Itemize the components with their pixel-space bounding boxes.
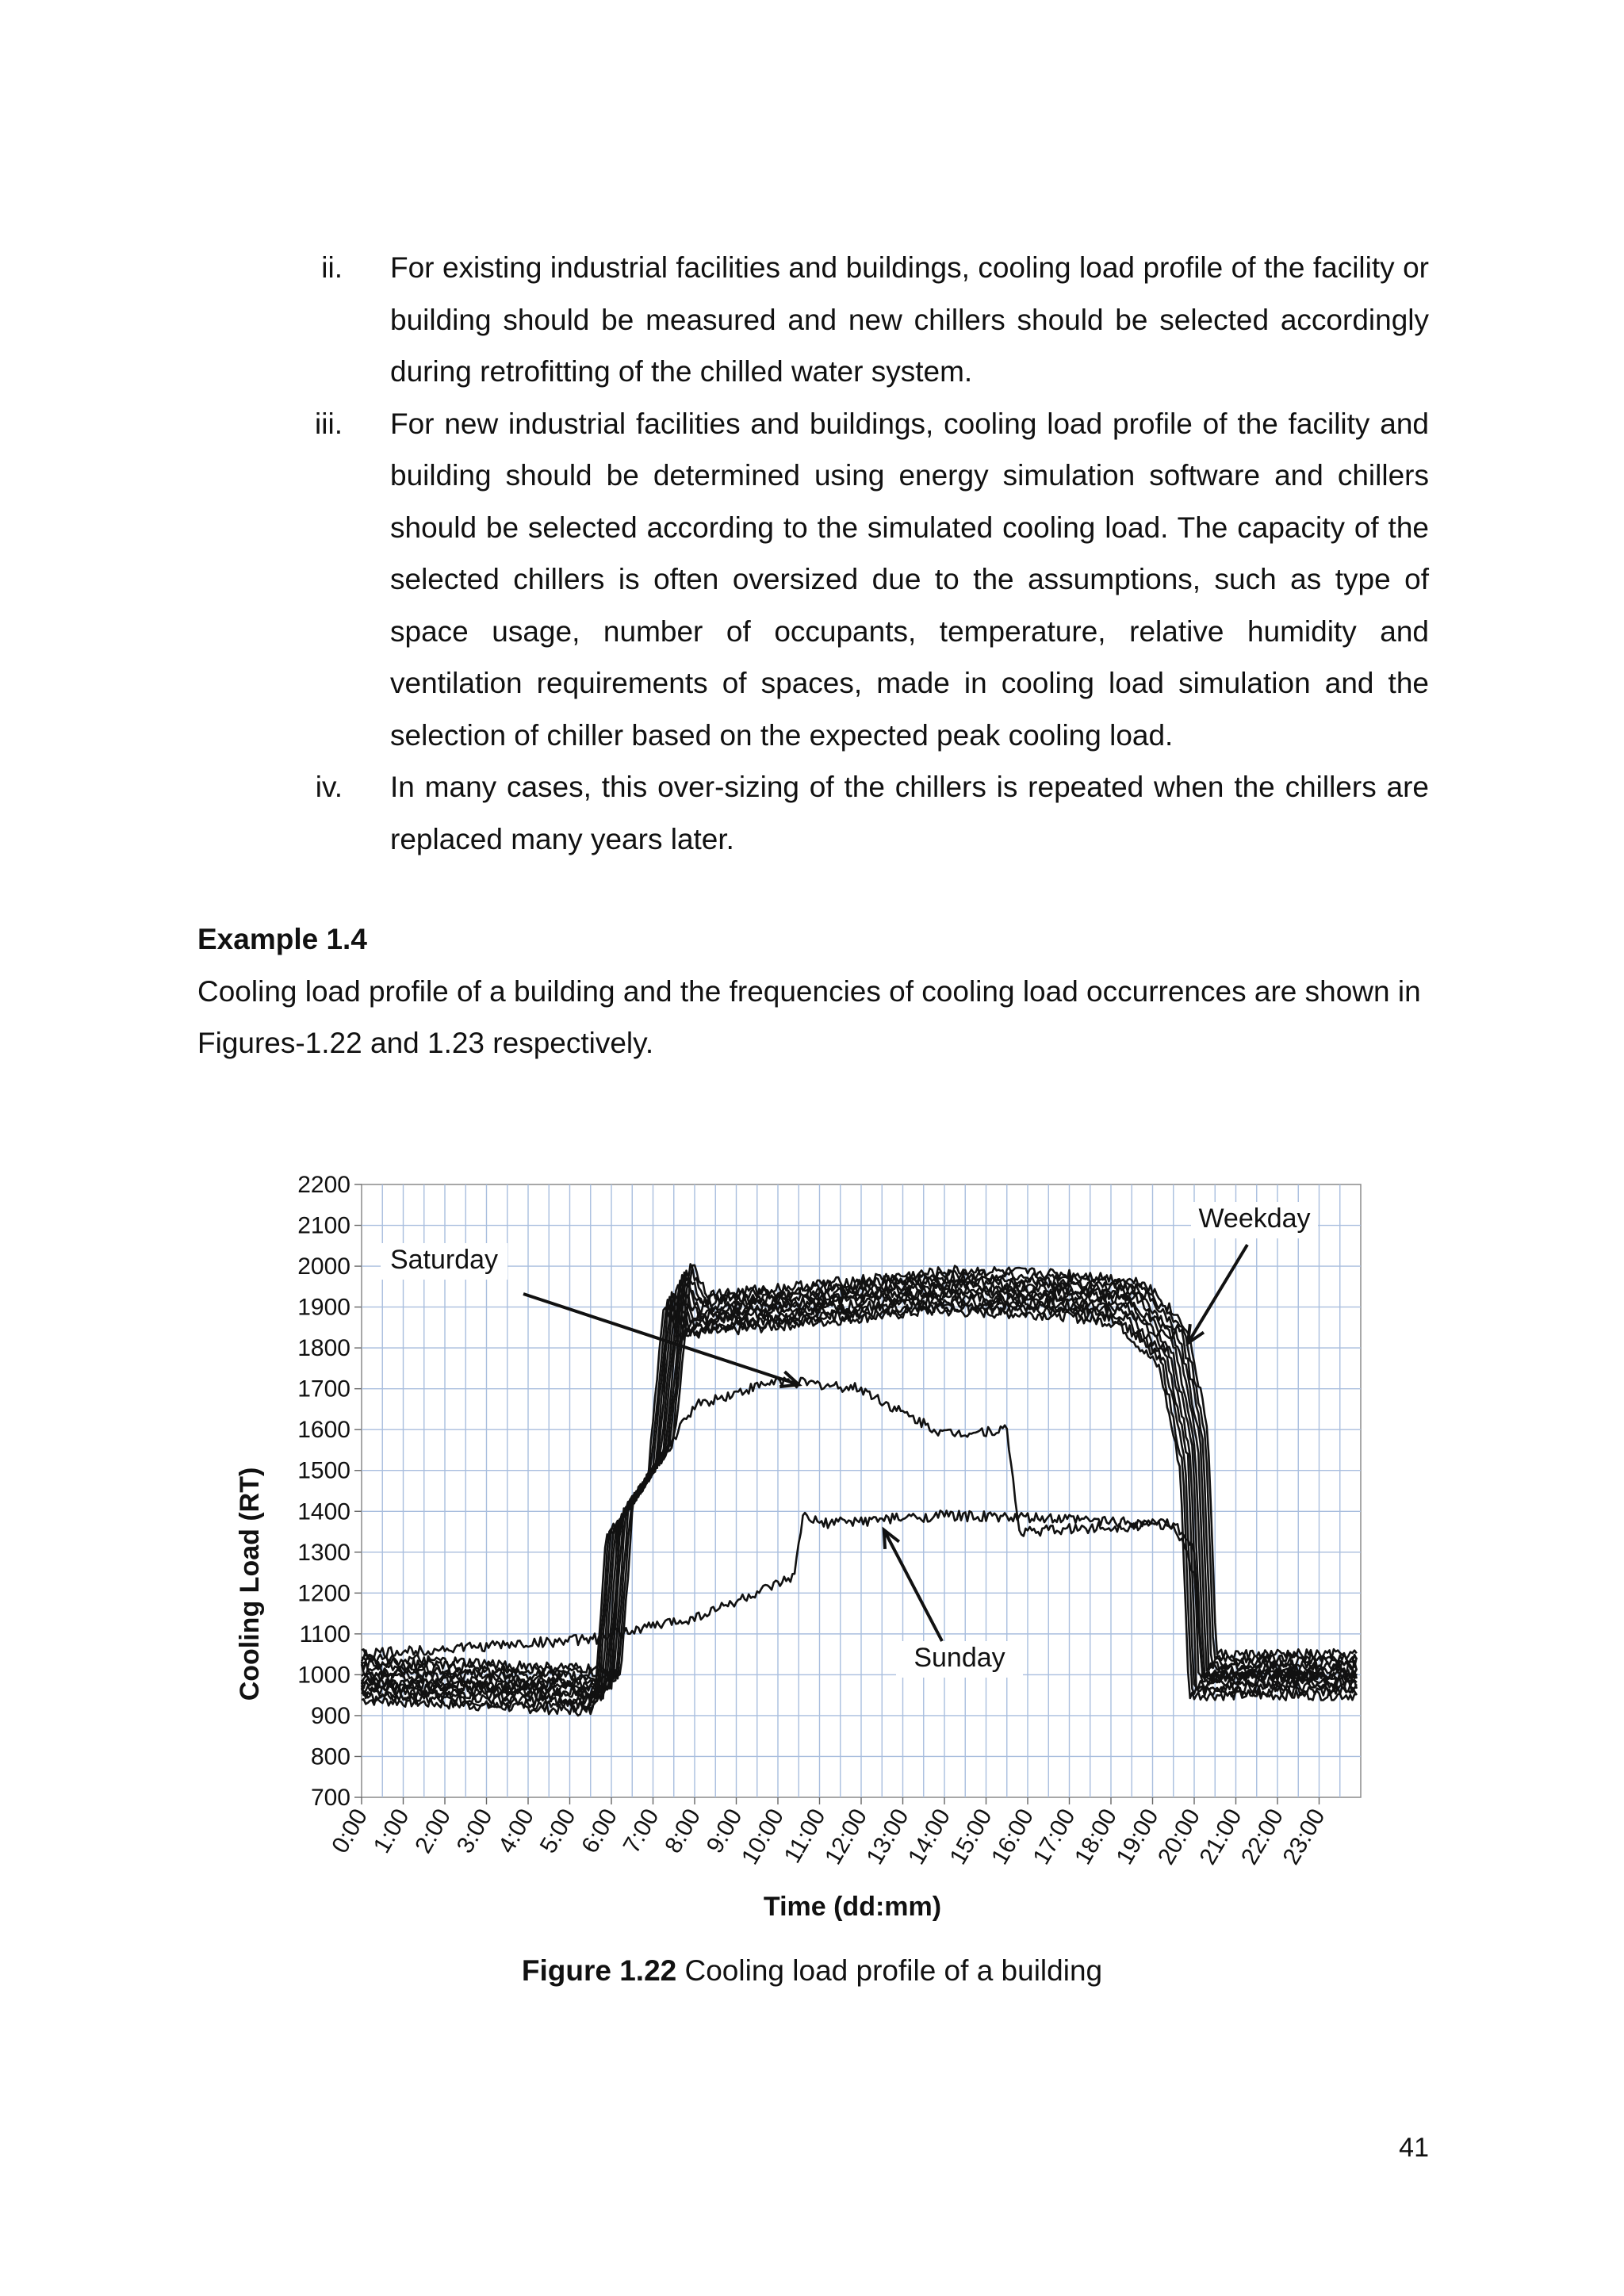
y-tick-label: 2200 (297, 1172, 350, 1198)
y-tick-label: 800 (310, 1743, 350, 1770)
example-block (197, 913, 1434, 1070)
list-item-number: iv. (315, 771, 343, 803)
list-item-text: For new industrial facilities and buildings, cooling load profile of the facility and building should be determined using energy simulation software and chillers should be selected according to the simulated cooling load. The capacity of the selected chillers is often oversized due to the assumptions, such as type of space usage, number of occupants, temperature, relative humidity and ventilation requirements of spaces, made in cooling load simulation and the selection of chiller based on the expected peak cooling load. (390, 407, 1429, 752)
x-tick-label: 17:00 (1028, 1804, 1081, 1869)
x-tick-label: 22:00 (1235, 1804, 1289, 1869)
x-tick-label: 1:00 (368, 1804, 415, 1858)
x-tick-label: 23:00 (1277, 1804, 1331, 1869)
cooling-load-chart (206, 1158, 1380, 1934)
x-tick-label: 14:00 (902, 1804, 956, 1869)
x-tick-label: 19:00 (1111, 1804, 1164, 1869)
x-tick-label: 21:00 (1194, 1804, 1247, 1869)
y-tick-label: 1100 (299, 1621, 350, 1647)
x-tick-label: 10:00 (736, 1804, 790, 1869)
x-tick-label: 12:00 (819, 1804, 873, 1869)
annotation-label: Sunday (914, 1643, 1005, 1673)
list-item (311, 242, 1429, 398)
y-tick-label: 1800 (297, 1335, 350, 1362)
x-tick-label: 8:00 (660, 1804, 707, 1858)
x-tick-label: 13:00 (861, 1804, 914, 1869)
x-tick-label: 0:00 (327, 1804, 373, 1858)
x-tick-label: 4:00 (493, 1804, 540, 1858)
y-tick-label: 1900 (297, 1294, 350, 1321)
numbered-list (311, 242, 1429, 865)
y-tick-label: 1000 (297, 1662, 350, 1689)
y-axis-label: Cooling Load (RT) (235, 1467, 265, 1701)
x-tick-label: 7:00 (618, 1804, 665, 1858)
y-tick-label: 2000 (297, 1253, 350, 1280)
page-number: 41 (1399, 2133, 1429, 2163)
list-item-number: iii. (315, 407, 343, 440)
figure-caption (0, 1954, 1624, 1988)
x-tick-label: 5:00 (534, 1804, 581, 1858)
y-tick-label: 2100 (297, 1212, 350, 1239)
y-tick-label: 1200 (297, 1580, 350, 1607)
y-tick-label: 1600 (297, 1417, 350, 1444)
y-tick-label: 900 (310, 1702, 350, 1729)
x-tick-label: 11:00 (779, 1804, 831, 1868)
x-axis-label: Time (dd:mm) (763, 1892, 942, 1922)
annotation-label: Weekday (1198, 1203, 1311, 1234)
y-tick-label: 1500 (297, 1457, 350, 1484)
list-item (311, 398, 1429, 762)
example-text: Cooling load profile of a building and the frequencies of cooling load occurrences are shown in Figures-1.22 and 1.23 respectively. (197, 974, 1421, 1059)
x-tick-label: 3:00 (451, 1804, 498, 1858)
x-tick-label: 16:00 (986, 1804, 1040, 1869)
x-tick-label: 15:00 (944, 1804, 998, 1869)
y-tick-label: 1300 (297, 1539, 350, 1566)
figure-caption-label: Figure 1.22 (521, 1954, 677, 1987)
x-tick-label: 2:00 (410, 1804, 457, 1858)
y-tick-label: 1700 (297, 1376, 350, 1402)
list-item-text: For existing industrial facilities and buildings, cooling load profile of the facility or building should be measured and new chillers should be selected accordingly during retrofitting of the chilled water system. (390, 251, 1429, 388)
list-item-text: In many cases, this over-sizing of the chillers is repeated when the chillers are replaced many years later. (390, 771, 1429, 855)
list-item (311, 761, 1429, 865)
y-tick-label: 700 (310, 1785, 350, 1811)
list-item-number: ii. (321, 251, 343, 284)
x-tick-label: 18:00 (1069, 1804, 1123, 1869)
x-tick-label: 20:00 (1152, 1804, 1206, 1869)
figure-caption-text: Cooling load profile of a building (676, 1954, 1103, 1987)
x-tick-label: 9:00 (701, 1804, 748, 1858)
y-tick-label: 1400 (297, 1498, 350, 1525)
annotation-label: Saturday (389, 1245, 499, 1275)
x-tick-label: 6:00 (576, 1804, 623, 1858)
example-title: Example 1.4 (197, 923, 367, 955)
